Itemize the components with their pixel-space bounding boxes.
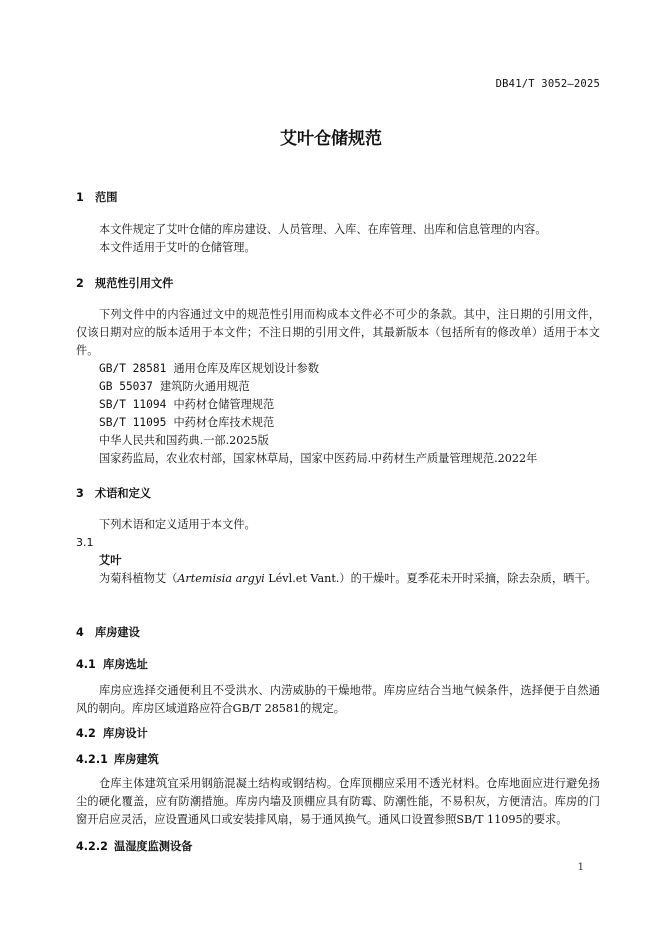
section-title: 库房建筑: [114, 753, 159, 766]
section-title: 库房设计: [103, 727, 148, 740]
section-number: 4.2.2: [76, 840, 108, 853]
reference-title: 中药材仓库技术规范: [173, 416, 275, 429]
section-number: 4.1: [76, 658, 96, 671]
section-number: 3: [76, 487, 84, 500]
section-title: 规范性引用文件: [95, 277, 174, 290]
section-title: 库房建设: [95, 626, 140, 639]
reference-item: [76, 378, 600, 396]
section-3-body: [76, 516, 600, 588]
section-number: 1: [76, 191, 84, 204]
section-number: 2: [76, 277, 84, 290]
term-definition: [76, 570, 600, 588]
paragraph: 下列术语和定义适用于本文件。: [99, 518, 256, 531]
reference-title: 国家药监局，农业农村部，国家林草局，国家中医药局.中药材生产质量管理规范.2022年: [99, 452, 538, 465]
section-title: 库房选址: [103, 658, 148, 671]
section-2-body: [76, 306, 600, 468]
definition-text: 为菊科植物艾（: [99, 572, 178, 585]
reference-code: SB/T 11095: [99, 416, 167, 429]
term-number: 3.1: [76, 536, 94, 549]
section-number: 4.2.1: [76, 753, 108, 766]
reference-title: 建筑防火通用规范: [160, 380, 250, 393]
section-4-2-1-body: [76, 775, 600, 829]
section-1-body: [76, 221, 600, 257]
reference-item: [76, 450, 600, 468]
section-2-heading: [76, 275, 600, 291]
section-3-heading: [76, 485, 600, 501]
section-4-1-body: [76, 682, 600, 718]
reference-item: [76, 360, 600, 378]
reference-code: GB 55037: [99, 380, 153, 393]
reference-title: 中华人民共和国药典.一部.2025版: [99, 434, 269, 447]
paragraph: 仓库主体建筑宜采用钢筋混凝土结构或钢结构。仓库顶棚应采用不透光材料。仓库地面应进行避免扬尘的硬化覆盖，应有防潮措施。库房内墙及顶棚应具有防霉、防潮性能，不易积灰，方便清洁。库房的门窗开启应灵活，应设置通风口或安装排风扇，易于通风换气。通风口设置参照SB/T 11095的要求。: [76, 777, 600, 826]
latin-name: Artemisia argyi: [177, 572, 265, 585]
section-4-2-2-heading: [76, 838, 600, 854]
section-title: 术语和定义: [95, 487, 151, 500]
reference-code: SB/T 11094: [99, 398, 167, 411]
section-4-2-heading: [76, 725, 600, 741]
section-4-heading: [76, 624, 600, 640]
page-number: 1: [577, 862, 584, 873]
reference-title: 中药材仓储管理规范: [173, 398, 275, 411]
section-title: 温湿度监测设备: [114, 840, 193, 853]
paragraph: 库房应选择交通便利且不受洪水、内涝威胁的干燥地带。库房应结合当地气候条件，选择便于自然通风的朝向。库房区域道路应符合GB/T 28581的规定。: [76, 684, 600, 715]
reference-title: 通用仓库及库区规划设计参数: [173, 362, 319, 375]
paragraph: 本文件适用于艾叶的仓储管理。: [99, 241, 256, 254]
section-number: 4: [76, 626, 84, 639]
section-4-2-1-heading: [76, 751, 600, 767]
section-1-heading: [76, 189, 600, 205]
definition-text: Lévl.et Vant.）的干燥叶。夏季花未开时采摘，除去杂质，晒干。: [264, 572, 597, 585]
section-title: 范围: [95, 191, 118, 204]
paragraph: 本文件规定了艾叶仓储的库房建设、人员管理、入库、在库管理、出库和信息管理的内容。: [99, 223, 547, 236]
reference-item: [76, 396, 600, 414]
reference-item: [76, 414, 600, 432]
standard-code: DB41/T 3052—2025: [495, 78, 600, 90]
section-4-1-heading: [76, 656, 600, 672]
section-number: 4.2: [76, 727, 96, 740]
term-name: 艾叶: [99, 554, 122, 567]
reference-item: [76, 432, 600, 450]
document-title: 艾叶仓储规范: [280, 129, 382, 149]
reference-code: GB/T 28581: [99, 362, 167, 375]
paragraph: 下列文件中的内容通过文中的规范性引用而构成本文件必不可少的条款。其中，注日期的引用文件，仅该日期对应的版本适用于本文件；不注日期的引用文件，其最新版本（包括所有的修改单）适用于本文件。: [76, 308, 600, 357]
